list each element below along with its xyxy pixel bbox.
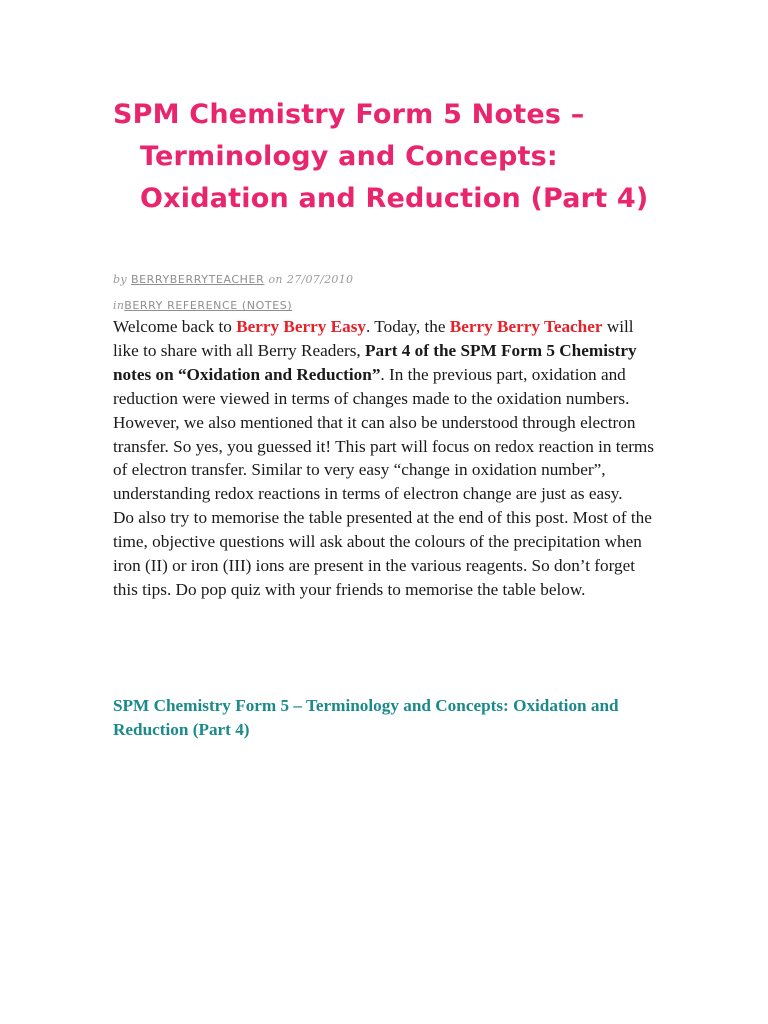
by-label: by [113,273,127,286]
intro-paragraph [113,315,661,506]
text-segment: . Today, the [366,317,450,336]
post-title: SPM Chemistry Form 5 Notes – Terminology and Concepts: Oxidation and Reduction (Part 4) [113,99,649,214]
in-label: in [113,299,125,312]
category-link[interactable]: BERRY REFERENCE (NOTES) [124,299,293,312]
text-segment: . In the previous part, oxidation and reduction were viewed in terms of changes made to the oxidation numbers. However, we also mentioned that it can also be understood through electron transfer. So yes, you guessed it! This part will focus on redox reaction in terms of electron transfer. Similar to very easy “change in oxidation number”, understanding redox reactions in terms of electron change are just as easy. [113,364,654,504]
post-category-line [113,298,713,312]
brand-name: Berry Berry Easy [236,317,367,336]
post-byline [113,272,713,286]
text-segment: Welcome back to [113,317,237,336]
emphasis-text: Part 4 of the SPM Form 5 Chemistry notes on “Oxidation and Reduction” [113,340,637,384]
post-date: 27/07/2010 [286,273,354,286]
on-label: on [268,273,283,286]
section-subheading: SPM Chemistry Form 5 – Terminology and Concepts: Oxidation and Reduction (Part 4) [113,696,619,739]
text-segment: will like to share with all Berry Readers, [113,317,634,360]
second-paragraph: Do also try to memorise the table presented at the end of this post. Most of the time, objective questions will ask about the colours of the precipitation when iron (II) or iron (III) ions are present in the various reagents. So don’t forget this tips. Do pop quiz with your friends to memorise the table below. [113,508,652,599]
post-body [113,315,661,602]
author-link[interactable]: BERRYBERRYTEACHER [130,273,265,286]
teacher-name: Berry Berry Teacher [449,317,603,336]
